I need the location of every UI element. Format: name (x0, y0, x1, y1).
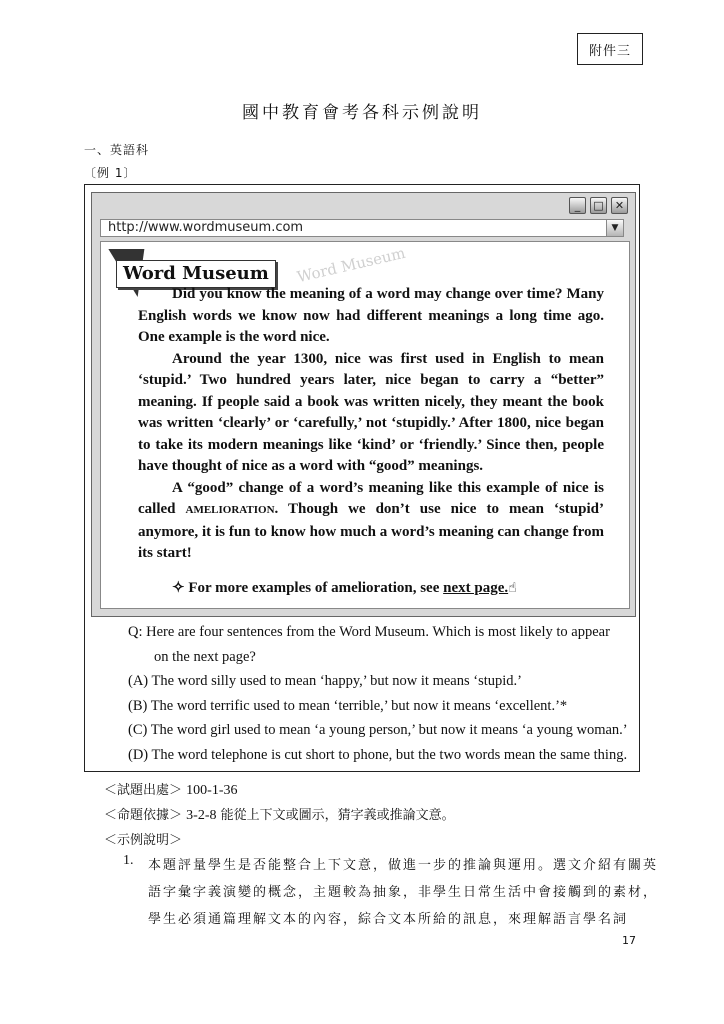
url-text: http://www.wordmuseum.com (108, 220, 304, 235)
bullet-icon: ✧ (172, 579, 185, 596)
basis-text: 能從上下文或圖示，猜字義或推論文意。 (220, 808, 455, 823)
source-label: ＜試題出處＞ (104, 783, 183, 798)
option-a: (A) The word silly used to mean ‘happy,’ but now it means ‘stupid.’ (128, 673, 522, 689)
explanation-line: 學生必須通篇理解文本的內容，綜合文本所給的訊息，來理解語言學名詞 (148, 912, 629, 927)
hand-cursor-icon: ☝ (508, 579, 517, 596)
basis-line (104, 804, 455, 824)
close-icon[interactable]: ✕ (611, 197, 628, 214)
basis-code: 3-2-8 (186, 808, 217, 823)
chevron-down-icon[interactable]: ▼ (606, 220, 623, 236)
question-stem-cont: on the next page? (154, 648, 256, 665)
page-number: 17 (622, 934, 636, 947)
term-amelioration: AMELIORATION (185, 504, 275, 516)
minimize-icon[interactable]: _ (569, 197, 586, 214)
option-d: (D) The word telephone is cut short to phone, but the two words mean the same thing. (128, 746, 628, 763)
option-c: (C) The word girl used to mean ‘a young person,’ but now it means ‘a young woman.’ (128, 722, 628, 738)
explanation-number (123, 853, 134, 869)
browser-window (91, 192, 636, 617)
site-logo: Word Museum (116, 260, 276, 288)
page-title: 國中教育會考各科示例說明 (242, 103, 482, 123)
web-content (100, 241, 630, 609)
paragraph-text: A “good” change of a word’s meaning like this example of nice is called (138, 479, 604, 517)
next-page-link[interactable]: next page. (443, 579, 509, 596)
url-bar[interactable] (100, 219, 624, 237)
maximize-icon[interactable]: □ (590, 197, 607, 214)
source-value: 100-1-36 (186, 783, 238, 798)
article (138, 284, 604, 599)
basis-label: ＜命題依據＞ (104, 808, 183, 823)
question-stem: Q: Here are four sentences from the Word Museum. Which is most likely to appear (128, 624, 610, 640)
more-examples (138, 578, 604, 600)
example-label: 〔例 1〕 (84, 166, 137, 180)
article-paragraph: Did you know the meaning of a word may change over time? Many English words we know now had different meanings a long time ago. One example is the word nice. (138, 286, 604, 345)
attachment-label: 附件三 (577, 33, 643, 65)
explanation-line: 本題評量學生是否能整合上下文意，做進一步的推論與運用。選文介紹有關英 (148, 858, 659, 873)
explain-label: ＜示例說明＞ (104, 833, 183, 848)
question-block (128, 620, 638, 767)
paragraph-text: . Though we don’t use nice to mean ‘stupid’ anymore, it is fun to know how much a word’s meaning can change from its start! (138, 501, 604, 561)
section-heading: 一、英語科 (84, 143, 150, 157)
option-b: (B) The word terrific used to mean ‘terrible,’ but now it means ‘excellent.’* (128, 697, 568, 714)
more-text: For more examples of amelioration, see (188, 579, 444, 596)
list-number: 1. (123, 853, 134, 868)
article-paragraph (138, 478, 604, 565)
article-paragraph: Around the year 1300, nice was first used in English to mean ‘stupid.’ Two hundred years later, nice began to carry a “better” meaning. If people said a book was written nicely, they meant the book was written ‘clearly’ or ‘carefully,’ not ‘stupidly.’ After 1800, nice began to take its modern meanings like ‘kind’ or ‘friendly.’ Since then, people have thought of nice as a word with “good” meanings. (138, 350, 604, 474)
source-line (104, 779, 237, 799)
logo-watermark: Word Museum (295, 243, 408, 287)
explanation-line: 語字彙字義演變的概念，主題較為抽象，非學生日常生活中會接觸到的素材， (148, 885, 659, 900)
